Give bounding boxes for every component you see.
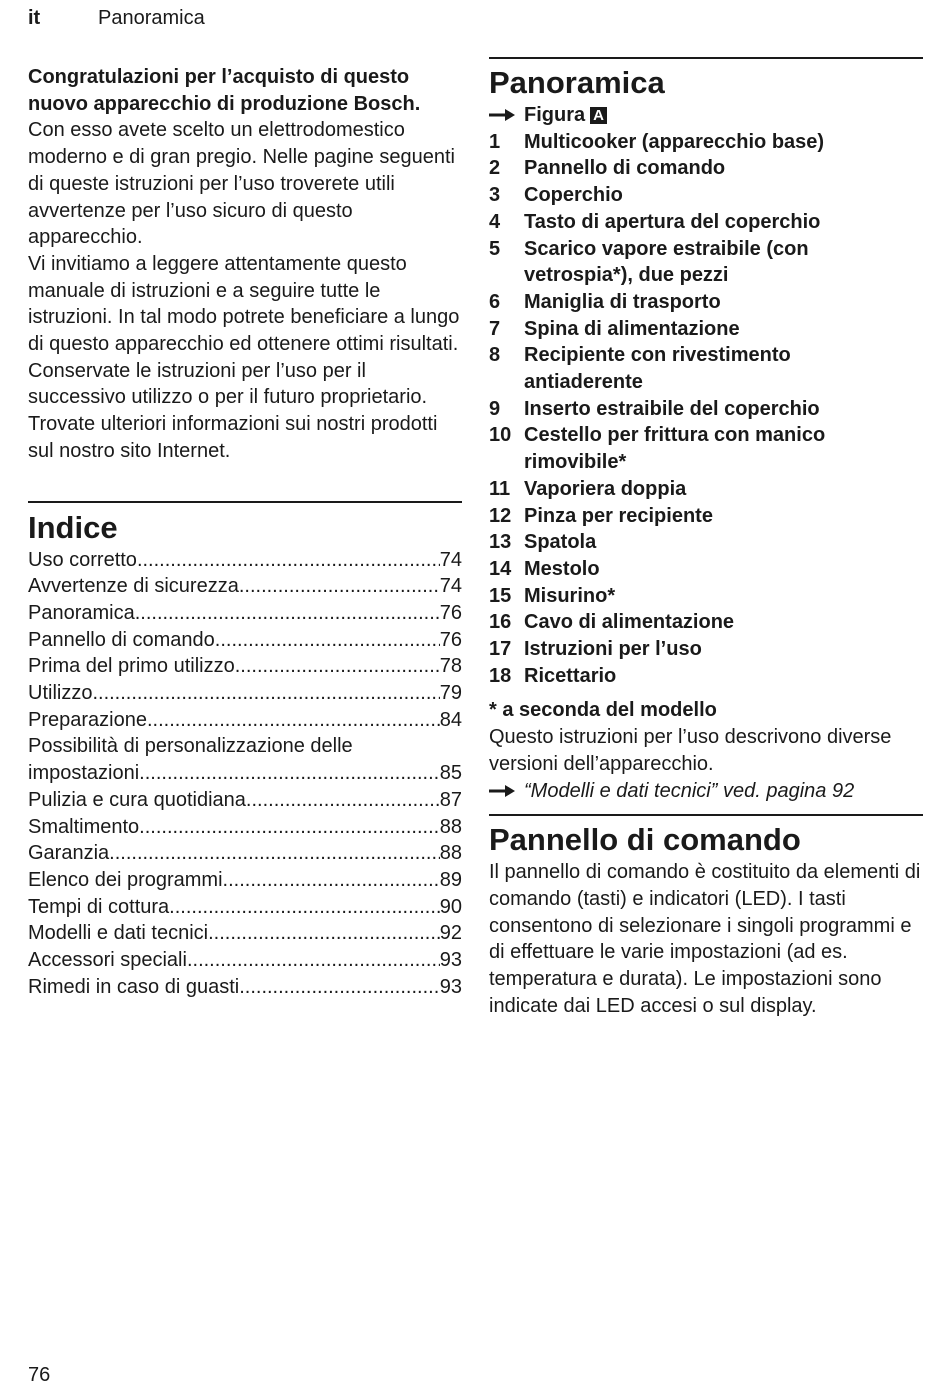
- toc-entry[interactable]: Panoramica ..... 76: [28, 600, 462, 627]
- list-item: 7 Spina di alimentazione: [489, 317, 740, 340]
- toc-entry[interactable]: Accessori speciali ..... 93: [28, 947, 462, 974]
- section-divider: [28, 501, 462, 503]
- intro-paragraph: Con esso avete scelto un elettrodomestico moderno e di gran pregio. Nelle pagine seguenti di queste istruzioni per l’uso troverete utili avvertenze per l’uso sicuro di questo apparecchio.: [28, 119, 455, 249]
- toc-entry[interactable]: Garanzia ..... 88: [28, 840, 462, 867]
- toc-entry[interactable]: Tempi di cottura ..... 90: [28, 894, 462, 921]
- toc-entry[interactable]: Utilizzo ..... 79: [28, 680, 462, 707]
- section-divider: [489, 814, 923, 816]
- page-header: [28, 6, 205, 30]
- list-item: 4 Tasto di apertura del coperchio: [489, 210, 821, 233]
- section-divider: [489, 57, 923, 59]
- toc-entry[interactable]: Uso corretto ..... 74: [28, 547, 462, 574]
- list-item: 14 Mestolo: [489, 557, 600, 580]
- list-item: 8 Recipiente con rivestimento antiaderente: [489, 344, 791, 394]
- page-number: 76: [28, 1364, 51, 1386]
- right-column: [489, 57, 923, 1020]
- toc-entry[interactable]: Prima del primo utilizzo ..... 78: [28, 653, 462, 680]
- figure-badge: A: [590, 107, 607, 124]
- toc-entry[interactable]: Rimedi in caso di guasti ..... 93: [28, 974, 462, 1001]
- intro-paragraph: Trovate ulteriori informazioni sui nostri prodotti sul nostro sito Internet.: [28, 413, 438, 462]
- list-item: 2 Pannello di comando: [489, 157, 726, 180]
- toc-entry[interactable]: Avvertenze di sicurezza ..... 74: [28, 573, 462, 600]
- cross-reference-text: “Modelli e dati tecnici” ved. pagina 92: [524, 779, 855, 802]
- list-item: 1 Multicooker (apparecchio base): [489, 130, 825, 153]
- list-item: 3 Coperchio: [489, 184, 623, 207]
- list-item: 6 Maniglia di trasporto: [489, 290, 721, 313]
- table-of-contents: [28, 547, 462, 1001]
- list-item: 11 Vaporiera doppia: [489, 477, 687, 500]
- toc-entry[interactable]: Smaltimento ..... 88: [28, 814, 462, 841]
- toc-entry[interactable]: Modelli e dati tecnici ..... 92: [28, 920, 462, 947]
- toc-entry[interactable]: Preparazione ..... 84: [28, 707, 462, 734]
- figure-reference: [489, 102, 923, 129]
- header-section-title: Panoramica: [98, 7, 205, 29]
- toc-entry[interactable]: Pannello di comando ..... 76: [28, 627, 462, 654]
- language-code: it: [28, 7, 41, 29]
- list-item: 17 Istruzioni per l’uso: [489, 638, 702, 661]
- toc-entry[interactable]: Pulizia e cura quotidiana ..... 87: [28, 787, 462, 814]
- parts-list: [489, 129, 923, 690]
- list-item: 15 Misurino*: [489, 584, 616, 607]
- list-item: 5 Scarico vapore estraibile (con vetrospia*), due pezzi: [489, 237, 809, 287]
- intro-paragraph: Conservate le istruzioni per l’uso per il successivo utilizzo o per il futuro proprietario.: [28, 359, 428, 409]
- control-panel-heading: Pannello di comando: [489, 822, 801, 858]
- model-note-title: * a seconda del modello: [489, 699, 717, 722]
- model-note-text: Questo istruzioni per l’uso descrivono diverse versioni dell’apparecchio.: [489, 726, 892, 775]
- left-column: [28, 64, 462, 1001]
- list-item: 9 Inserto estraibile del coperchio: [489, 397, 820, 420]
- list-item: 16 Cavo di alimentazione: [489, 611, 735, 634]
- arrow-right-icon: [489, 108, 515, 122]
- control-panel-text: Il pannello di comando è costituito da elementi di comando (tasti) e indicatori (LED). I tasti consentono di selezionare i singoli programmi e di effettuare le varie impostazioni (ad es. temperatura e durata). Le impostazioni sono indicate dai LED accesi o sul display.: [489, 861, 921, 1017]
- list-item: 12 Pinza per recipiente: [489, 504, 713, 527]
- figure-label: Figura: [524, 104, 586, 126]
- arrow-right-icon: [489, 784, 515, 798]
- list-item: 13 Spatola: [489, 531, 597, 554]
- index-heading: Indice: [28, 509, 118, 545]
- cross-reference[interactable]: [489, 778, 923, 805]
- overview-heading: Panoramica: [489, 65, 665, 100]
- list-item: 10 Cestello per frittura con manico rimovibile*: [489, 424, 826, 474]
- toc-entry[interactable]: Possibilità di personalizzazione delle impostazioni ..... 85: [28, 733, 462, 786]
- toc-entry[interactable]: Elenco dei programmi ..... 89: [28, 867, 462, 894]
- intro-congratulations: Congratulazioni per l’acquisto di questo nuovo apparecchio di produzione Bosch.: [28, 66, 421, 115]
- list-item: 18 Ricettario: [489, 664, 617, 687]
- intro-paragraph: Vi invitiamo a leggere attentamente questo manuale di istruzioni e a seguire tutte le istruzioni. In tal modo potrete beneficiare a lungo di questo apparecchio ed ottenere ottimi risultati.: [28, 252, 460, 356]
